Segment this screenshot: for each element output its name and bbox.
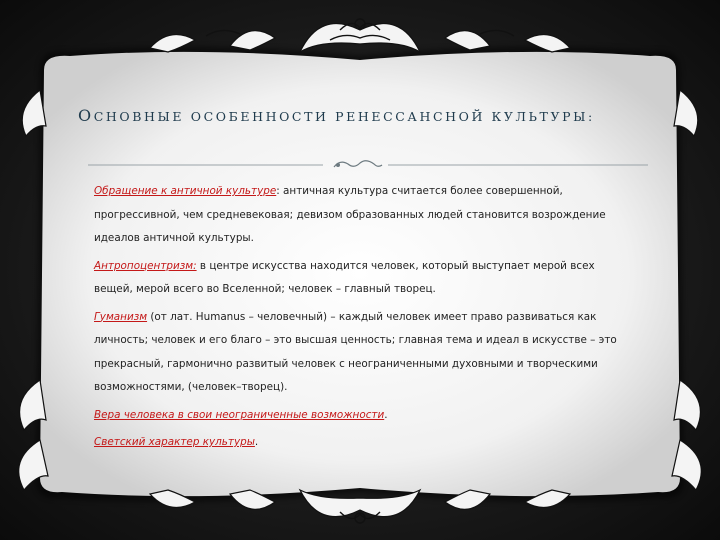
- term-faith-in-abilities: Вера человека в свои неограниченные возможности: [94, 408, 385, 421]
- item-text: .: [254, 436, 259, 448]
- term-antique-culture: Обращение к античной культуре: [94, 185, 277, 197]
- slide-content: [94, 180, 629, 459]
- slide-title: [78, 106, 658, 125]
- flourish-divider-icon: [88, 158, 648, 172]
- list-item: [94, 255, 629, 302]
- item-text: (от лат. Humanus – человечный) – каждый человек имеет право развиваться как личность; человек и его благо – это высшая ценность; главная тема и идеал в искусстве – это прекрасный, гармонично развитый человек с неограниченными духовными и творческими возможностями, (человек–творец).: [94, 310, 617, 393]
- item-text: .: [384, 408, 388, 421]
- list-item: [94, 404, 629, 428]
- item-text: в центре искусства находится человек, который выступает мерой всех вещей, мерой всего во Вселенной; человек – главный творец.: [94, 259, 595, 295]
- list-item: [94, 431, 629, 455]
- term-humanism: Гуманизм: [94, 310, 148, 323]
- title-text: СНОВНЫЕ ОСОБЕННОСТИ РЕНЕССАНСНОЙ КУЛЬТУРЫ:: [93, 109, 595, 124]
- list-item: [94, 306, 629, 400]
- item-text: : античная культура считается более совершенной, прогрессивной, чем средневековая; девизом образованных людей становится возрождение идеалов античной культуры.: [94, 185, 606, 244]
- list-item: [94, 180, 629, 251]
- term-secular-culture: Светский характер культуры: [94, 436, 255, 448]
- term-anthropocentrism: Антропоцентризм:: [94, 259, 197, 272]
- title-first-letter: О: [78, 106, 94, 125]
